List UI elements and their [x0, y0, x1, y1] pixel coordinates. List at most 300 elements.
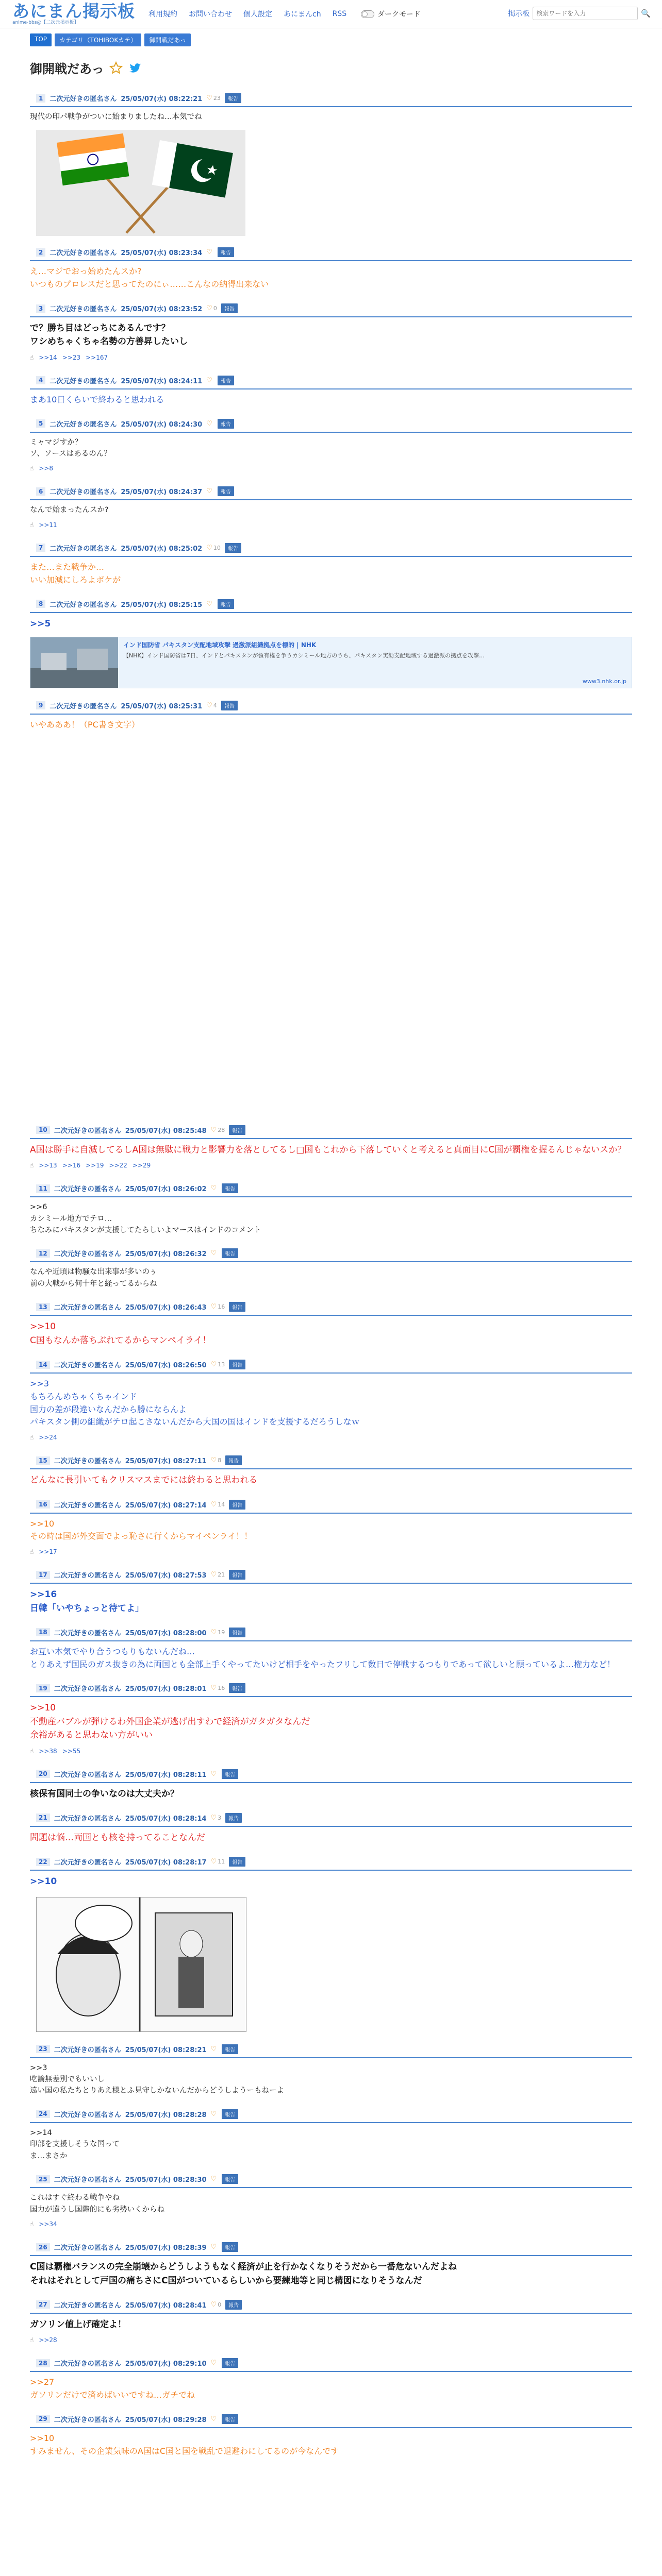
report-button[interactable]: 報告 — [221, 701, 238, 710]
like-button[interactable] — [206, 544, 221, 552]
post-number[interactable]: 6 — [36, 487, 45, 496]
post-body: まあ10日くらいで終わると思われる — [30, 394, 164, 404]
post-divider — [30, 1583, 632, 1584]
report-button[interactable]: 報告 — [222, 2414, 238, 2424]
poster-name: 二次元好きの匿名さん — [54, 1629, 121, 1637]
post — [30, 371, 632, 412]
post-body: 現代の印パ戦争がついに始まりましたね…本気でね — [30, 113, 202, 121]
reply-anchor[interactable]: >>38 — [39, 1747, 57, 1755]
reply-hand-icon: ☝ — [30, 521, 34, 529]
poster-name: 二次元好きの匿名さん — [54, 1771, 121, 1779]
nav-rss[interactable]: RSS — [332, 10, 347, 18]
reply-links — [30, 2221, 632, 2235]
reply-hand-icon: ☝ — [30, 353, 34, 361]
post-date: 25/05/07(水) 08:26:32 — [125, 1250, 207, 1259]
heart-icon: ♡ — [210, 1684, 217, 1692]
like-button[interactable] — [211, 1184, 218, 1192]
post-date: 25/05/07(水) 08:28:00 — [125, 1629, 207, 1637]
heart-icon: ♡ — [206, 487, 212, 496]
report-button[interactable]: 報告 — [218, 376, 234, 385]
post-divider — [30, 2122, 632, 2123]
like-count: 0 — [213, 305, 217, 312]
poster-name: 二次元好きの匿名さん — [54, 2176, 121, 2184]
heart-icon: ♡ — [210, 2243, 217, 2251]
link-preview-card[interactable] — [30, 637, 632, 688]
post-body: >>27 ガソリンだけで済めばいいですね…ガチでね — [30, 2377, 195, 2400]
post-number[interactable]: 19 — [36, 1684, 50, 1692]
dark-mode-label: ダークモード — [377, 10, 421, 19]
report-button[interactable]: 報告 — [229, 1360, 245, 1369]
post-body: で？勝ち目はどっちにあるんです？ ワシめちゃくちゃ名勢の方善昇したいし — [30, 323, 188, 347]
logo-subtext: anime-bbs@【二次元掲示板】 — [12, 20, 79, 25]
post-number[interactable]: 27 — [36, 2300, 50, 2309]
report-button[interactable]: 報告 — [229, 1570, 245, 1580]
post-number[interactable]: 20 — [36, 1770, 50, 1778]
heart-icon: ♡ — [210, 1500, 217, 1509]
heart-icon: ♡ — [210, 1770, 217, 1778]
reply-anchor[interactable]: >>24 — [39, 1434, 57, 1442]
reply-hand-icon: ☝ — [30, 1548, 34, 1556]
post-header — [30, 243, 632, 260]
poster-name: 二次元好きの匿名さん — [54, 2046, 121, 2054]
reply-anchor[interactable]: >>19 — [86, 1162, 104, 1170]
post-body: >>10 すみません、その企業気味のA国はC国と国を戦乱で退避わにしてるのが今なんです — [30, 2433, 339, 2456]
breadcrumb-thread[interactable]: 御開戦だあっ — [144, 33, 191, 46]
post-header — [30, 1853, 632, 1870]
heart-icon: ♡ — [206, 376, 212, 384]
post-body: いやあああ！（PC書き文字） — [30, 719, 140, 730]
post — [30, 1496, 632, 1563]
link-url[interactable]: www3.nhk.or.jp — [582, 677, 626, 685]
post-divider — [30, 316, 632, 317]
poster-name: 二次元好きの匿名さん — [54, 1304, 121, 1312]
report-button[interactable]: 報告 — [218, 247, 234, 257]
post — [30, 89, 632, 236]
like-button[interactable] — [211, 1629, 225, 1636]
post-date: 25/05/07(水) 08:28:28 — [125, 2111, 207, 2119]
like-button[interactable] — [206, 248, 213, 256]
post-body: これはすぐ終わる戦争やね 国力が違うし国際的にも劣勢いくからね — [30, 2194, 164, 2214]
post-date: 25/05/07(水) 08:25:31 — [121, 702, 203, 710]
manga-image[interactable] — [36, 1897, 246, 2032]
nav-settings[interactable]: 個人設定 — [243, 10, 272, 19]
report-button[interactable]: 報告 — [222, 2174, 238, 2184]
post-number[interactable]: 16 — [36, 1500, 50, 1509]
post-divider — [30, 1513, 632, 1514]
heart-icon: ♡ — [210, 1303, 217, 1311]
post-header — [30, 415, 632, 432]
post — [30, 2296, 632, 2351]
heart-icon: ♡ — [206, 94, 212, 102]
reply-links — [30, 2336, 632, 2351]
dark-mode-toggle[interactable] — [361, 9, 420, 19]
like-button[interactable] — [211, 1858, 225, 1866]
reply-anchor[interactable]: >>17 — [39, 1548, 57, 1556]
poster-name: 二次元好きの匿名さん — [54, 2244, 121, 2252]
post — [30, 2238, 632, 2293]
like-button[interactable] — [211, 2045, 218, 2053]
post-divider — [30, 1640, 632, 1641]
crossed-flags-icon — [36, 130, 245, 236]
post-number[interactable]: 21 — [36, 1814, 50, 1822]
nav-contact[interactable]: お問い合わせ — [189, 10, 232, 19]
post-date: 25/05/07(水) 08:28:14 — [125, 1815, 207, 1823]
site-logo[interactable] — [12, 3, 135, 25]
post — [30, 243, 632, 296]
report-button[interactable]: 報告 — [222, 2044, 238, 2054]
post-number[interactable]: 3 — [36, 304, 45, 313]
toggle-switch[interactable] — [361, 10, 374, 18]
like-button[interactable] — [206, 420, 213, 428]
post-date: 25/05/07(水) 08:25:15 — [121, 601, 203, 609]
like-button[interactable] — [211, 2359, 218, 2367]
heart-icon: ♡ — [210, 1456, 217, 1465]
post-number[interactable]: 8 — [36, 600, 45, 608]
post-number[interactable]: 5 — [36, 419, 45, 428]
like-count: 16 — [218, 1303, 225, 1311]
post — [30, 1765, 632, 1806]
post-header — [30, 2238, 632, 2255]
like-count: 21 — [218, 1571, 225, 1579]
logo-text: あにまん掲示板 — [12, 1, 135, 21]
link-description: 【NHK】インド国防省は7日、インドとパキスタンが領有権を争うカシミール地方のうち、パキスタン実効支配地域する過激派の拠点を攻撃… — [123, 652, 485, 659]
post-body: >>14 印部を支援しそうな国って ま…まさか — [30, 2128, 120, 2160]
post-divider — [30, 1138, 632, 1139]
post-header — [30, 1451, 632, 1468]
report-button[interactable]: 報告 — [229, 1125, 245, 1135]
heart-icon: ♡ — [210, 2300, 217, 2309]
post-number[interactable]: 2 — [36, 248, 45, 257]
thread-body — [0, 89, 662, 2463]
post-date: 25/05/07(水) 08:29:10 — [125, 2360, 207, 2368]
reply-links — [30, 1434, 632, 1448]
reply-anchor[interactable]: >>16 — [62, 1162, 81, 1170]
post — [30, 2170, 632, 2235]
twitter-icon[interactable] — [128, 61, 142, 75]
post-number[interactable]: 24 — [36, 2110, 50, 2118]
post-body: 核保有国同士の争いなのは大丈夫か？ — [30, 1788, 179, 1799]
like-button[interactable] — [211, 1814, 222, 1822]
post-number[interactable]: 12 — [36, 1249, 50, 1258]
like-button[interactable] — [211, 1249, 218, 1257]
post-divider — [30, 388, 632, 389]
report-button[interactable]: 報告 — [222, 1248, 238, 1258]
reply-links — [30, 465, 632, 479]
post-divider — [30, 1261, 632, 1262]
nav-animanch[interactable]: あにまんch — [284, 10, 321, 19]
post-number[interactable]: 9 — [36, 701, 45, 709]
post-header — [30, 2410, 632, 2427]
poster-name: 二次元好きの匿名さん — [49, 377, 117, 385]
post-divider — [30, 556, 632, 557]
poster-name: 二次元好きの匿名さん — [49, 702, 117, 710]
post — [30, 299, 632, 368]
post-header — [30, 2296, 632, 2313]
heart-icon: ♡ — [210, 1126, 217, 1134]
reply-anchor[interactable]: >>13 — [39, 1162, 57, 1170]
search-input[interactable] — [533, 7, 638, 20]
post-number[interactable]: 26 — [36, 2243, 50, 2251]
post-date: 25/05/07(水) 08:27:14 — [125, 1501, 207, 1510]
heart-icon: ♡ — [206, 544, 212, 552]
poster-name: 二次元好きの匿名さん — [49, 601, 117, 609]
poster-name: 二次元好きの匿名さん — [54, 1185, 121, 1194]
post — [30, 1623, 632, 1676]
poster-name: 二次元好きの匿名さん — [49, 95, 117, 103]
like-button[interactable] — [211, 2243, 218, 2251]
post-number[interactable]: 25 — [36, 2175, 50, 2183]
like-button[interactable] — [211, 1501, 225, 1509]
report-button[interactable]: 報告 — [218, 599, 234, 609]
like-button[interactable] — [211, 1684, 225, 1692]
reply-hand-icon: ☝ — [30, 2336, 34, 2344]
post — [30, 595, 632, 688]
like-count: 8 — [218, 1457, 222, 1464]
report-button[interactable]: 報告 — [225, 1455, 242, 1465]
report-button[interactable]: 報告 — [222, 2358, 238, 2368]
post-date: 25/05/07(水) 08:26:02 — [125, 1185, 207, 1194]
report-button[interactable]: 報告 — [229, 1302, 245, 1312]
post-body: >>10 不動産バブルが弾けるわ外国企業が逃げ出すわで経済がガタガタなんだ 余裕があると思わない方がいい — [30, 1703, 310, 1741]
post-body: >>6 カシミール地方でテロ… ちなみにパキスタンが支援してたらしいよマースはインドのコメント — [30, 1203, 261, 1234]
poster-name: 二次元好きの匿名さん — [54, 1572, 121, 1580]
post-body: また…また戦争か… いい加減にしろよボケが — [30, 562, 121, 585]
like-button[interactable] — [206, 304, 217, 312]
post-number[interactable]: 14 — [36, 1361, 50, 1369]
post-number[interactable]: 13 — [36, 1303, 50, 1311]
reply-anchor[interactable]: >>22 — [109, 1162, 127, 1170]
breadcrumb — [0, 28, 662, 46]
post-number[interactable]: 17 — [36, 1571, 50, 1579]
post-body: え…マジでおっ始めたんスか? いつものプロレスだと思ってたのにぃ……こんなの納得出来ない — [30, 266, 269, 290]
post-divider — [30, 1468, 632, 1469]
post-divider — [30, 1315, 632, 1316]
like-button[interactable] — [206, 94, 221, 102]
post-number[interactable]: 11 — [36, 1184, 50, 1193]
like-button[interactable] — [211, 1770, 218, 1778]
post-date: 25/05/07(水) 08:25:02 — [121, 545, 203, 553]
post — [30, 697, 632, 1118]
heart-icon: ♡ — [210, 2175, 217, 2183]
poster-name: 二次元好きの匿名さん — [54, 1250, 121, 1259]
report-button[interactable]: 報告 — [222, 2109, 238, 2119]
report-button[interactable]: 報告 — [221, 303, 238, 313]
post — [30, 539, 632, 592]
heart-icon: ♡ — [210, 2045, 217, 2053]
poster-name: 二次元好きの匿名さん — [49, 420, 117, 429]
post — [30, 1298, 632, 1352]
poster-name: 二次元好きの匿名さん — [49, 249, 117, 258]
post-divider — [30, 432, 632, 433]
post-date: 25/05/07(水) 08:28:30 — [125, 2176, 207, 2184]
post-date: 25/05/07(水) 08:22:21 — [121, 95, 203, 103]
reply-links — [30, 1162, 632, 1176]
post-number[interactable]: 4 — [36, 376, 45, 384]
poster-name: 二次元好きの匿名さん — [54, 1458, 121, 1466]
poster-name: 二次元好きの匿名さん — [54, 2301, 121, 2310]
like-count: 10 — [213, 544, 221, 551]
like-button[interactable] — [206, 377, 213, 384]
post-number[interactable]: 7 — [36, 544, 45, 552]
post-date: 25/05/07(水) 08:24:11 — [121, 377, 203, 385]
heart-icon: ♡ — [210, 1249, 217, 1258]
post-divider — [30, 2371, 632, 2372]
post-divider — [30, 1870, 632, 1871]
breadcrumb-top[interactable]: TOP — [30, 33, 52, 46]
post-header — [30, 1121, 632, 1138]
post-body: ミャマジすか？ ソ、ソースはあるのん？ — [30, 438, 111, 459]
report-button[interactable]: 報告 — [218, 486, 234, 496]
poster-name: 二次元好きの匿名さん — [54, 1859, 121, 1867]
post — [30, 1355, 632, 1448]
post-header — [30, 1244, 632, 1261]
report-button[interactable]: 報告 — [229, 1500, 245, 1510]
post-divider — [30, 260, 632, 261]
poster-name: 二次元好きの匿名さん — [54, 1127, 121, 1135]
post-header — [30, 1623, 632, 1640]
post-number[interactable]: 10 — [36, 1126, 50, 1134]
heart-icon: ♡ — [206, 701, 212, 709]
report-button[interactable]: 報告 — [225, 543, 241, 553]
post-divider — [30, 499, 632, 500]
heart-icon: ♡ — [210, 1628, 217, 1636]
post-body: >>10 その時は国が外交面でよっ恥さに行くからマイペンライ！！ — [30, 1518, 253, 1541]
post-date: 25/05/07(水) 08:28:11 — [125, 1771, 207, 1779]
search-icon[interactable]: 🔍 — [641, 9, 651, 18]
page-title: 御開戦だあっ — [30, 62, 104, 76]
post-header — [30, 299, 632, 316]
post-number[interactable]: 29 — [36, 2415, 50, 2423]
report-button[interactable]: 報告 — [222, 1183, 238, 1193]
heart-icon: ♡ — [210, 1184, 217, 1193]
post-number[interactable]: 18 — [36, 1628, 50, 1636]
post-body: 問題は悩…両国とも核を持ってることなんだ — [30, 1832, 205, 1843]
post-date: 25/05/07(水) 08:26:43 — [125, 1304, 207, 1312]
heart-icon: ♡ — [210, 1571, 217, 1579]
post-number[interactable]: 22 — [36, 1858, 50, 1866]
post-date: 25/05/07(水) 08:27:11 — [125, 1458, 207, 1466]
top-nav — [148, 9, 421, 19]
post-header — [30, 1765, 632, 1782]
like-count: 3 — [218, 1814, 222, 1821]
report-button[interactable]: 報告 — [222, 2242, 238, 2252]
report-button[interactable]: 報告 — [225, 93, 241, 103]
post-body: ガソリン値上げ確定よ！ — [30, 2319, 126, 2330]
search-box — [508, 7, 651, 20]
report-button[interactable]: 報告 — [229, 1857, 245, 1867]
thread-title-row — [0, 46, 662, 86]
post-header — [30, 1679, 632, 1696]
like-button[interactable] — [211, 1456, 222, 1464]
search-scope-label[interactable]: 掲示板 — [508, 10, 530, 18]
link-title[interactable]: インド国防省 パキスタン支配地域攻撃 過激派組織拠点を標的 | NHK — [123, 641, 317, 649]
poster-name: 二次元好きの匿名さん — [54, 1501, 121, 1510]
like-count: 4 — [213, 702, 217, 709]
post-divider — [30, 2187, 632, 2188]
heart-icon: ♡ — [206, 600, 212, 608]
poster-name: 二次元好きの匿名さん — [49, 306, 117, 314]
like-button[interactable] — [211, 1303, 225, 1311]
heart-icon: ♡ — [206, 248, 212, 257]
report-button[interactable]: 報告 — [225, 2300, 242, 2310]
reply-anchor[interactable]: >>8 — [39, 465, 54, 472]
post — [30, 1566, 632, 1620]
like-button[interactable] — [211, 1571, 225, 1579]
post-number[interactable]: 23 — [36, 2045, 50, 2053]
report-button[interactable]: 報告 — [225, 1813, 242, 1823]
reply-hand-icon: ☝ — [30, 1747, 34, 1755]
like-button[interactable] — [211, 1361, 225, 1368]
like-count: 23 — [213, 95, 221, 101]
flags-image[interactable] — [36, 130, 245, 236]
poster-name: 二次元好きの匿名さん — [54, 1815, 121, 1823]
post — [30, 1244, 632, 1295]
post-body: >>10 C国もなんか落ちぶれてるからマンペイライ！ — [30, 1321, 211, 1346]
post-header — [30, 1566, 632, 1583]
post-number[interactable]: 28 — [36, 2359, 50, 2367]
post-body: >>16 日韓「いやちょっと待てよ」 — [30, 1589, 144, 1614]
breadcrumb-category[interactable]: カテゴリ（TOHIBOKカテ） — [55, 33, 141, 46]
reply-anchor[interactable]: >>14 — [39, 353, 57, 361]
like-button[interactable] — [206, 487, 213, 495]
report-button[interactable]: 報告 — [229, 1683, 245, 1693]
like-button[interactable] — [206, 600, 213, 608]
report-button[interactable]: 報告 — [218, 419, 234, 429]
poster-name: 二次元好きの匿名さん — [54, 2360, 121, 2368]
post-number[interactable]: 15 — [36, 1456, 50, 1465]
report-button[interactable]: 報告 — [222, 1769, 238, 1779]
link-thumbnail — [30, 637, 118, 688]
nav-terms[interactable]: 利用規約 — [148, 10, 177, 19]
post-divider — [30, 612, 632, 613]
reply-anchor[interactable]: >>34 — [39, 2221, 57, 2228]
post-date: 25/05/07(水) 08:28:17 — [125, 1859, 207, 1867]
post-date: 25/05/07(水) 08:29:28 — [125, 2416, 207, 2424]
reply-anchor[interactable]: >>23 — [62, 353, 81, 361]
post-header — [30, 1355, 632, 1372]
like-button[interactable] — [206, 702, 217, 709]
reply-anchor[interactable]: >>28 — [39, 2336, 57, 2344]
post-header — [30, 1496, 632, 1513]
like-button[interactable] — [211, 2175, 218, 2183]
like-button[interactable] — [211, 1126, 225, 1134]
reply-anchor[interactable]: >>11 — [39, 521, 57, 529]
post-divider — [30, 1826, 632, 1827]
reply-anchor[interactable]: >>29 — [132, 1162, 151, 1170]
post — [30, 2354, 632, 2407]
like-button[interactable] — [211, 2301, 222, 2309]
like-button[interactable] — [211, 2415, 218, 2423]
reply-anchor[interactable]: >>167 — [86, 353, 108, 361]
post-date: 25/05/07(水) 08:28:39 — [125, 2244, 207, 2252]
poster-name: 二次元好きの匿名さん — [54, 2111, 121, 2119]
heart-icon: ♡ — [206, 304, 212, 313]
post-date: 25/05/07(水) 08:28:01 — [125, 1685, 207, 1693]
poster-name: 二次元好きの匿名さん — [49, 488, 117, 497]
reply-anchor[interactable]: >>55 — [62, 1747, 81, 1755]
post-date: 25/05/07(水) 08:24:37 — [121, 488, 203, 497]
post-date: 25/05/07(水) 08:23:34 — [121, 249, 203, 258]
heart-icon: ♡ — [210, 2415, 217, 2423]
favorite-star-icon[interactable] — [109, 61, 123, 75]
report-button[interactable]: 報告 — [229, 1628, 245, 1637]
post-body: >>3 吃論無差別でもいいし 遠い国の私たちとりあえ様とふ見守しかないんだからどうしようーもねーよ — [30, 2063, 284, 2095]
post-header — [30, 2105, 632, 2122]
post-number[interactable]: 1 — [36, 94, 45, 103]
reply-links — [30, 1548, 632, 1563]
post-header — [30, 2040, 632, 2057]
like-button[interactable] — [211, 2110, 218, 2118]
